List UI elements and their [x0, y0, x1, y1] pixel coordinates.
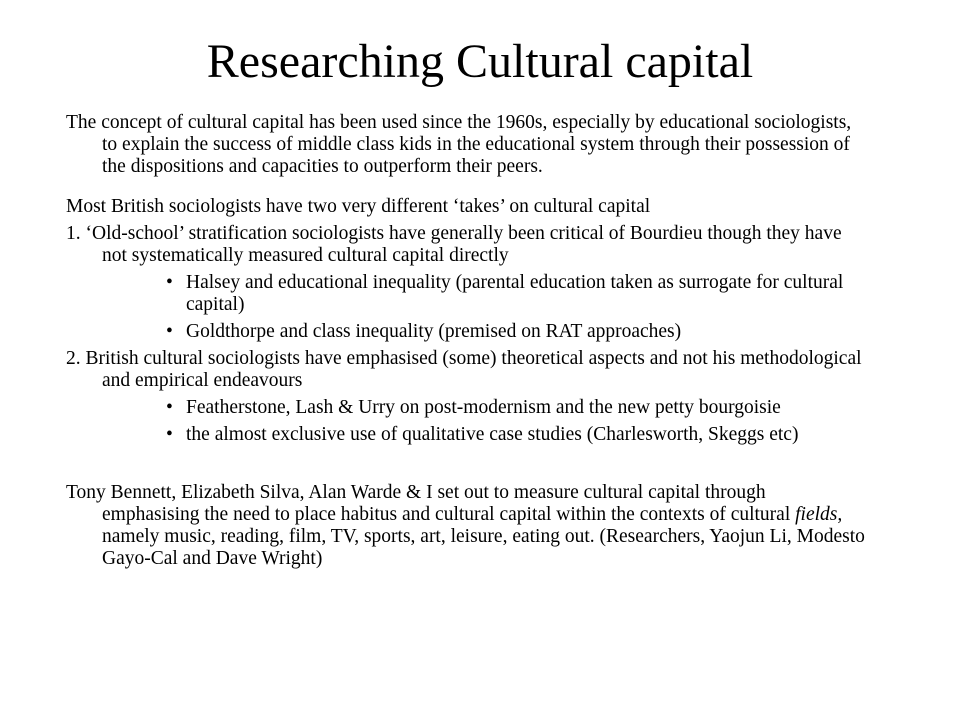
closing-italic-word: fields, — [795, 504, 843, 525]
takes-paragraph: Most British sociologists have two very different ‘takes’ on cultural capital — [66, 196, 651, 217]
bullet-icon: • — [166, 397, 173, 418]
bullet-icon: • — [166, 272, 173, 293]
bullet-item — [166, 397, 866, 419]
point-1-paragraph: 1. ‘Old-school’ stratification sociologists have generally been critical of Bourdieu though they have not systematically measured cultural capital directly — [66, 223, 842, 266]
intro-paragraph: The concept of cultural capital has been used since the 1960s, especially by educational sociologists, to explain the success of middle class kids in the educational system through their possession of the dispositions and capacities to outperform their peers. — [66, 112, 852, 177]
closing-text-start: Tony Bennett, Elizabeth Silva, Alan Warde & I set out to measure cultural capital through emphasising the need to place habitus and cultural capital within the contexts of cultural — [66, 482, 796, 525]
bullet-item — [166, 321, 866, 343]
bullet-text: Goldthorpe and class inequality (premised on RAT approaches) — [186, 321, 682, 342]
slide-body — [66, 112, 866, 570]
bullet-text: the almost exclusive use of qualitative case studies (Charlesworth, Skeggs etc) — [186, 424, 799, 445]
closing-paragraph — [66, 482, 866, 570]
bullet-text: Featherstone, Lash & Urry on post-modernism and the new petty bourgoisie — [186, 397, 781, 418]
bullet-text: Halsey and educational inequality (parental education taken as surrogate for cultural capital) — [186, 272, 844, 315]
slide-title: Researching Cultural capital — [206, 35, 754, 88]
bullet-item — [166, 272, 866, 316]
bullet-icon: • — [166, 424, 173, 445]
point-2-paragraph: 2. British cultural sociologists have emphasised (some) theoretical aspects and not his methodological and empirical endeavours — [66, 348, 862, 391]
bullet-icon: • — [166, 321, 173, 342]
bullet-item — [166, 424, 866, 446]
closing-text-end: namely music, reading, film, TV, sports, art, leisure, eating out. (Researchers, Yaojun Li, Modesto Gayo-Cal and Dave Wright) — [102, 526, 865, 569]
